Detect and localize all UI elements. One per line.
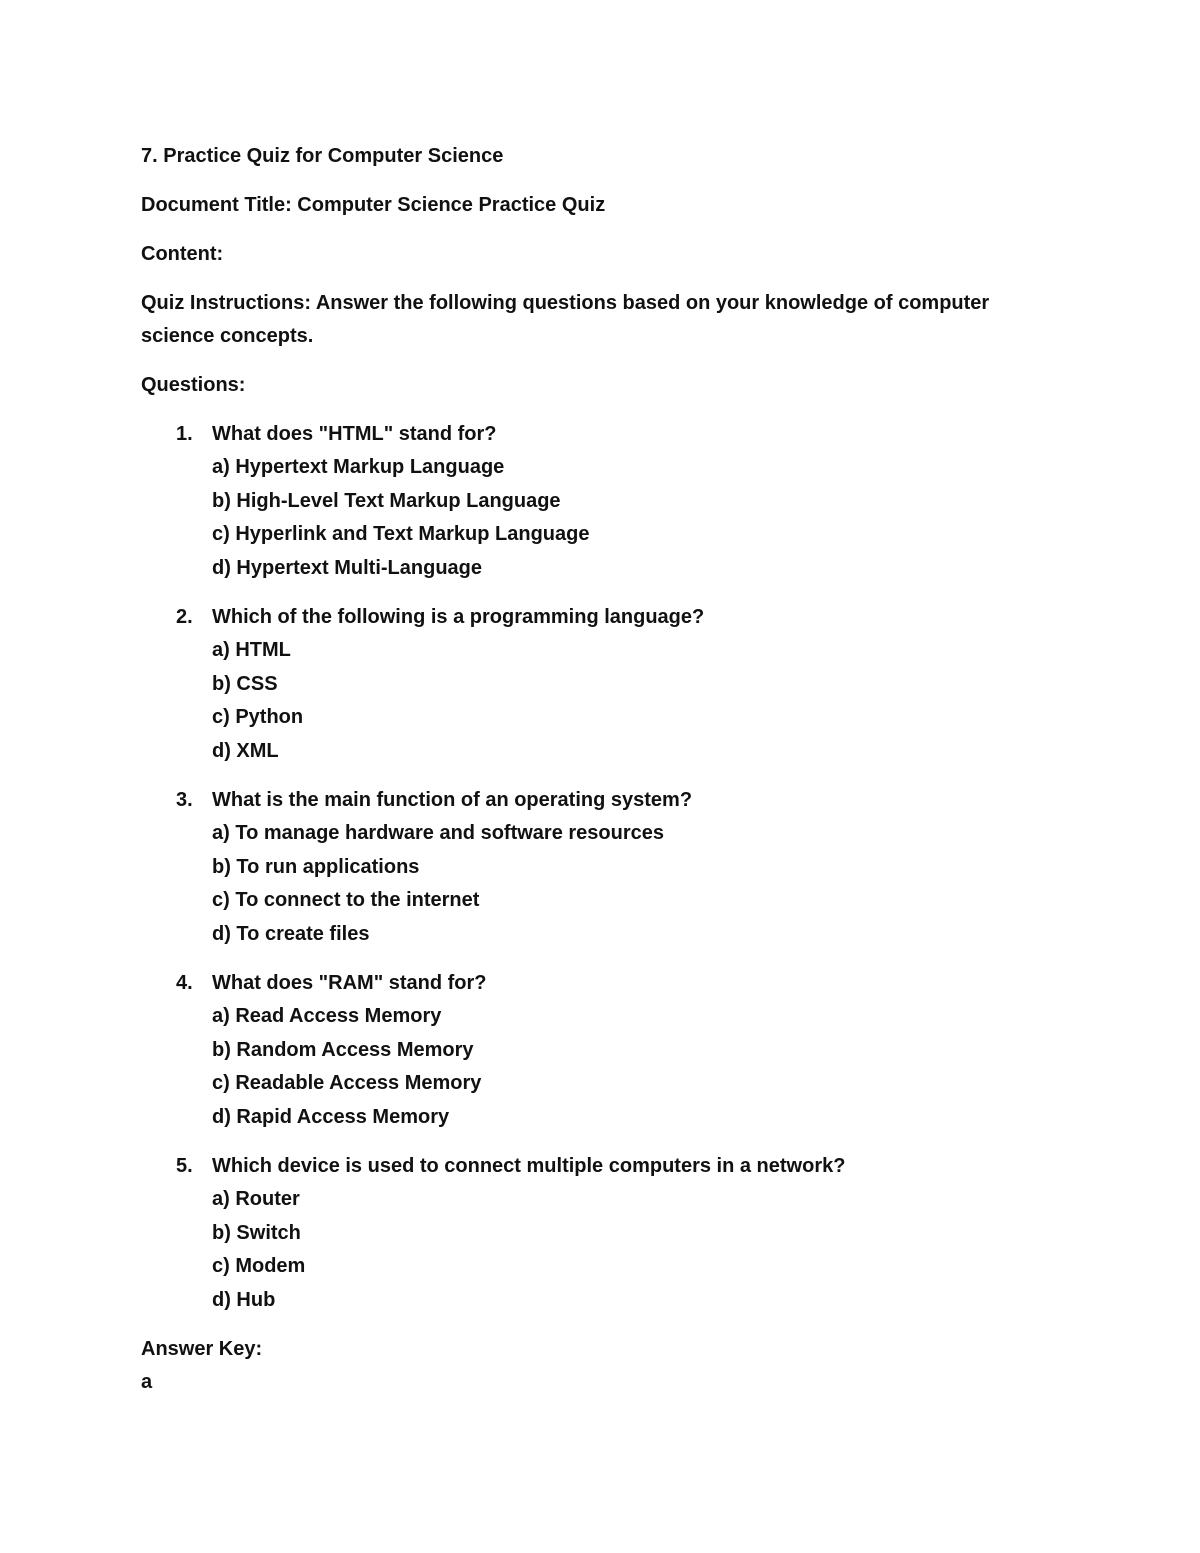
question-1 <box>141 418 1001 585</box>
answer-option: b) To run applications <box>212 855 420 878</box>
question-number: 2. <box>176 606 193 628</box>
document-content <box>141 140 1001 1399</box>
answer-option: c) Hyperlink and Text Markup Language <box>212 523 590 545</box>
answer-option: c) Python <box>212 706 304 728</box>
content-label: Content: <box>141 243 224 265</box>
answer-option: d) Rapid Access Memory <box>212 1105 450 1128</box>
question-number: 3. <box>176 789 193 811</box>
answer-option: d) Hypertext Multi-Language <box>212 556 483 579</box>
answer-option: c) Readable Access Memory <box>212 1072 482 1094</box>
answer-option: d) To create files <box>212 922 370 945</box>
question-3 <box>141 784 1001 951</box>
answer-option: b) Switch <box>212 1221 301 1244</box>
answer-option: d) Hub <box>212 1288 276 1311</box>
document-title-line: Document Title: Computer Science Practice Quiz <box>141 194 606 216</box>
answer-option: d) XML <box>212 739 279 762</box>
questions-label: Questions: <box>141 374 246 396</box>
question-text: What is the main function of an operating system? <box>212 789 693 811</box>
question-number: 4. <box>176 972 193 994</box>
answer-option: a) Router <box>212 1188 300 1210</box>
quiz-instructions: Quiz Instructions: Answer the following questions based on your knowledge of computer science concepts. <box>141 292 990 347</box>
answer-option: b) High-Level Text Markup Language <box>212 489 561 512</box>
question-2 <box>141 601 1001 768</box>
answer-option: a) Read Access Memory <box>212 1005 442 1027</box>
answer-option: a) Hypertext Markup Language <box>212 456 505 478</box>
question-text: Which of the following is a programming language? <box>212 606 705 628</box>
questions-list <box>141 418 1001 1317</box>
question-text: What does "HTML" stand for? <box>212 423 497 445</box>
question-5 <box>141 1150 1001 1317</box>
answer-option: b) Random Access Memory <box>212 1038 474 1061</box>
answer-option: a) To manage hardware and software resources <box>212 822 665 844</box>
question-number: 1. <box>176 423 193 445</box>
question-number: 5. <box>176 1155 193 1177</box>
question-text: Which device is used to connect multiple computers in a network? <box>212 1155 846 1177</box>
answer-option: c) Modem <box>212 1255 306 1277</box>
document-heading: 7. Practice Quiz for Computer Science <box>141 145 504 167</box>
question-text: What does "RAM" stand for? <box>212 972 487 994</box>
answer-option: b) CSS <box>212 672 278 695</box>
answer-key-label: Answer Key: <box>141 1338 263 1360</box>
answer-option: a) HTML <box>212 639 291 661</box>
question-4 <box>141 967 1001 1134</box>
answer-key-value: a <box>141 1371 153 1393</box>
answer-option: c) To connect to the internet <box>212 889 480 911</box>
